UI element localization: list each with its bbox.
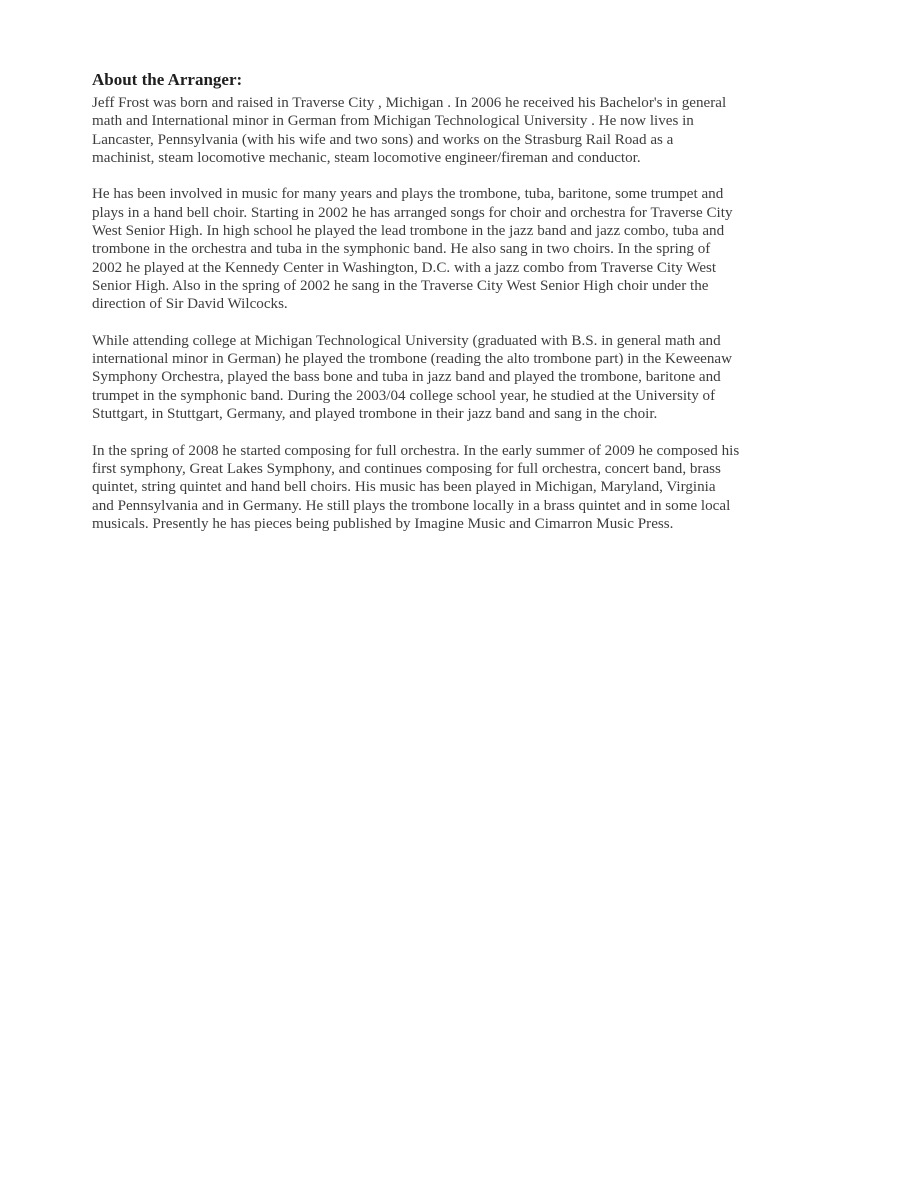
paragraph-4	[92, 442, 822, 533]
text-line: While attending college at Michigan Technological University (graduated with B.S. in general math and	[92, 332, 721, 349]
text-line: Stuttgart, in Stuttgart, Germany, and played trombone in their jazz band and sang in the choir.	[92, 406, 658, 423]
text-line: machinist, steam locomotive mechanic, steam locomotive engineer/fireman and conductor.	[92, 149, 641, 166]
text-line: Symphony Orchestra, played the bass bone and tuba in jazz band and played the trombone, baritone and	[92, 369, 721, 386]
text-line: plays in a hand bell choir. Starting in 2002 he has arranged songs for choir and orchestra for Traverse City	[92, 204, 733, 221]
text-line: trumpet in the symphonic band. During the 2003/04 college school year, he studied at the University of	[92, 387, 716, 404]
text-line: quintet, string quintet and hand bell choirs. His music has been played in Michigan, Maryland, Virginia	[92, 479, 716, 496]
paragraph-3	[92, 332, 822, 423]
text-line: direction of Sir David Wilcocks.	[92, 296, 288, 313]
text-line: He has been involved in music for many years and plays the trombone, tuba, baritone, some trumpet and	[92, 186, 724, 203]
document-body	[92, 70, 822, 551]
text-line: and Pennsylvania and in Germany. He still plays the trombone locally in a brass quintet and in some local	[92, 497, 731, 514]
text-line: Jeff Frost was born and raised in Traverse City , Michigan . In 2006 he received his Bachelor's in general	[92, 95, 727, 111]
text-line: Senior High. Also in the spring of 2002 he sang in the Traverse City West Senior High choir under the	[92, 277, 709, 294]
paragraph-1	[92, 94, 822, 167]
text-line: 2002 he played at the Kennedy Center in Washington, D.C. with a jazz combo from Traverse City West	[92, 259, 717, 276]
text-line: international minor in German) he played the trombone (reading the alto trombone part) in the Keweenaw	[92, 351, 733, 368]
text-line: trombone in the orchestra and tuba in the symphonic band. He also sang in two choirs. In the spring of	[92, 241, 711, 258]
text-line: math and International minor in German from Michigan Technological University . He now lives in	[92, 113, 694, 130]
text-line: first symphony, Great Lakes Symphony, and continues composing for full orchestra, concert band, brass	[92, 460, 721, 477]
text-line: musicals. Presently he has pieces being published by Imagine Music and Cimarron Music Press.	[92, 515, 674, 532]
text-line: Lancaster, Pennsylvania (with his wife and two sons) and works on the Strasburg Rail Road as a	[92, 131, 674, 148]
text-line: In the spring of 2008 he started composing for full orchestra. In the early summer of 2009 he composed his	[92, 442, 740, 459]
section-heading: About the Arranger:	[92, 70, 243, 89]
text-line: West Senior High. In high school he played the lead trombone in the jazz band and jazz combo, tuba and	[92, 223, 725, 240]
paragraph-2	[92, 185, 822, 313]
